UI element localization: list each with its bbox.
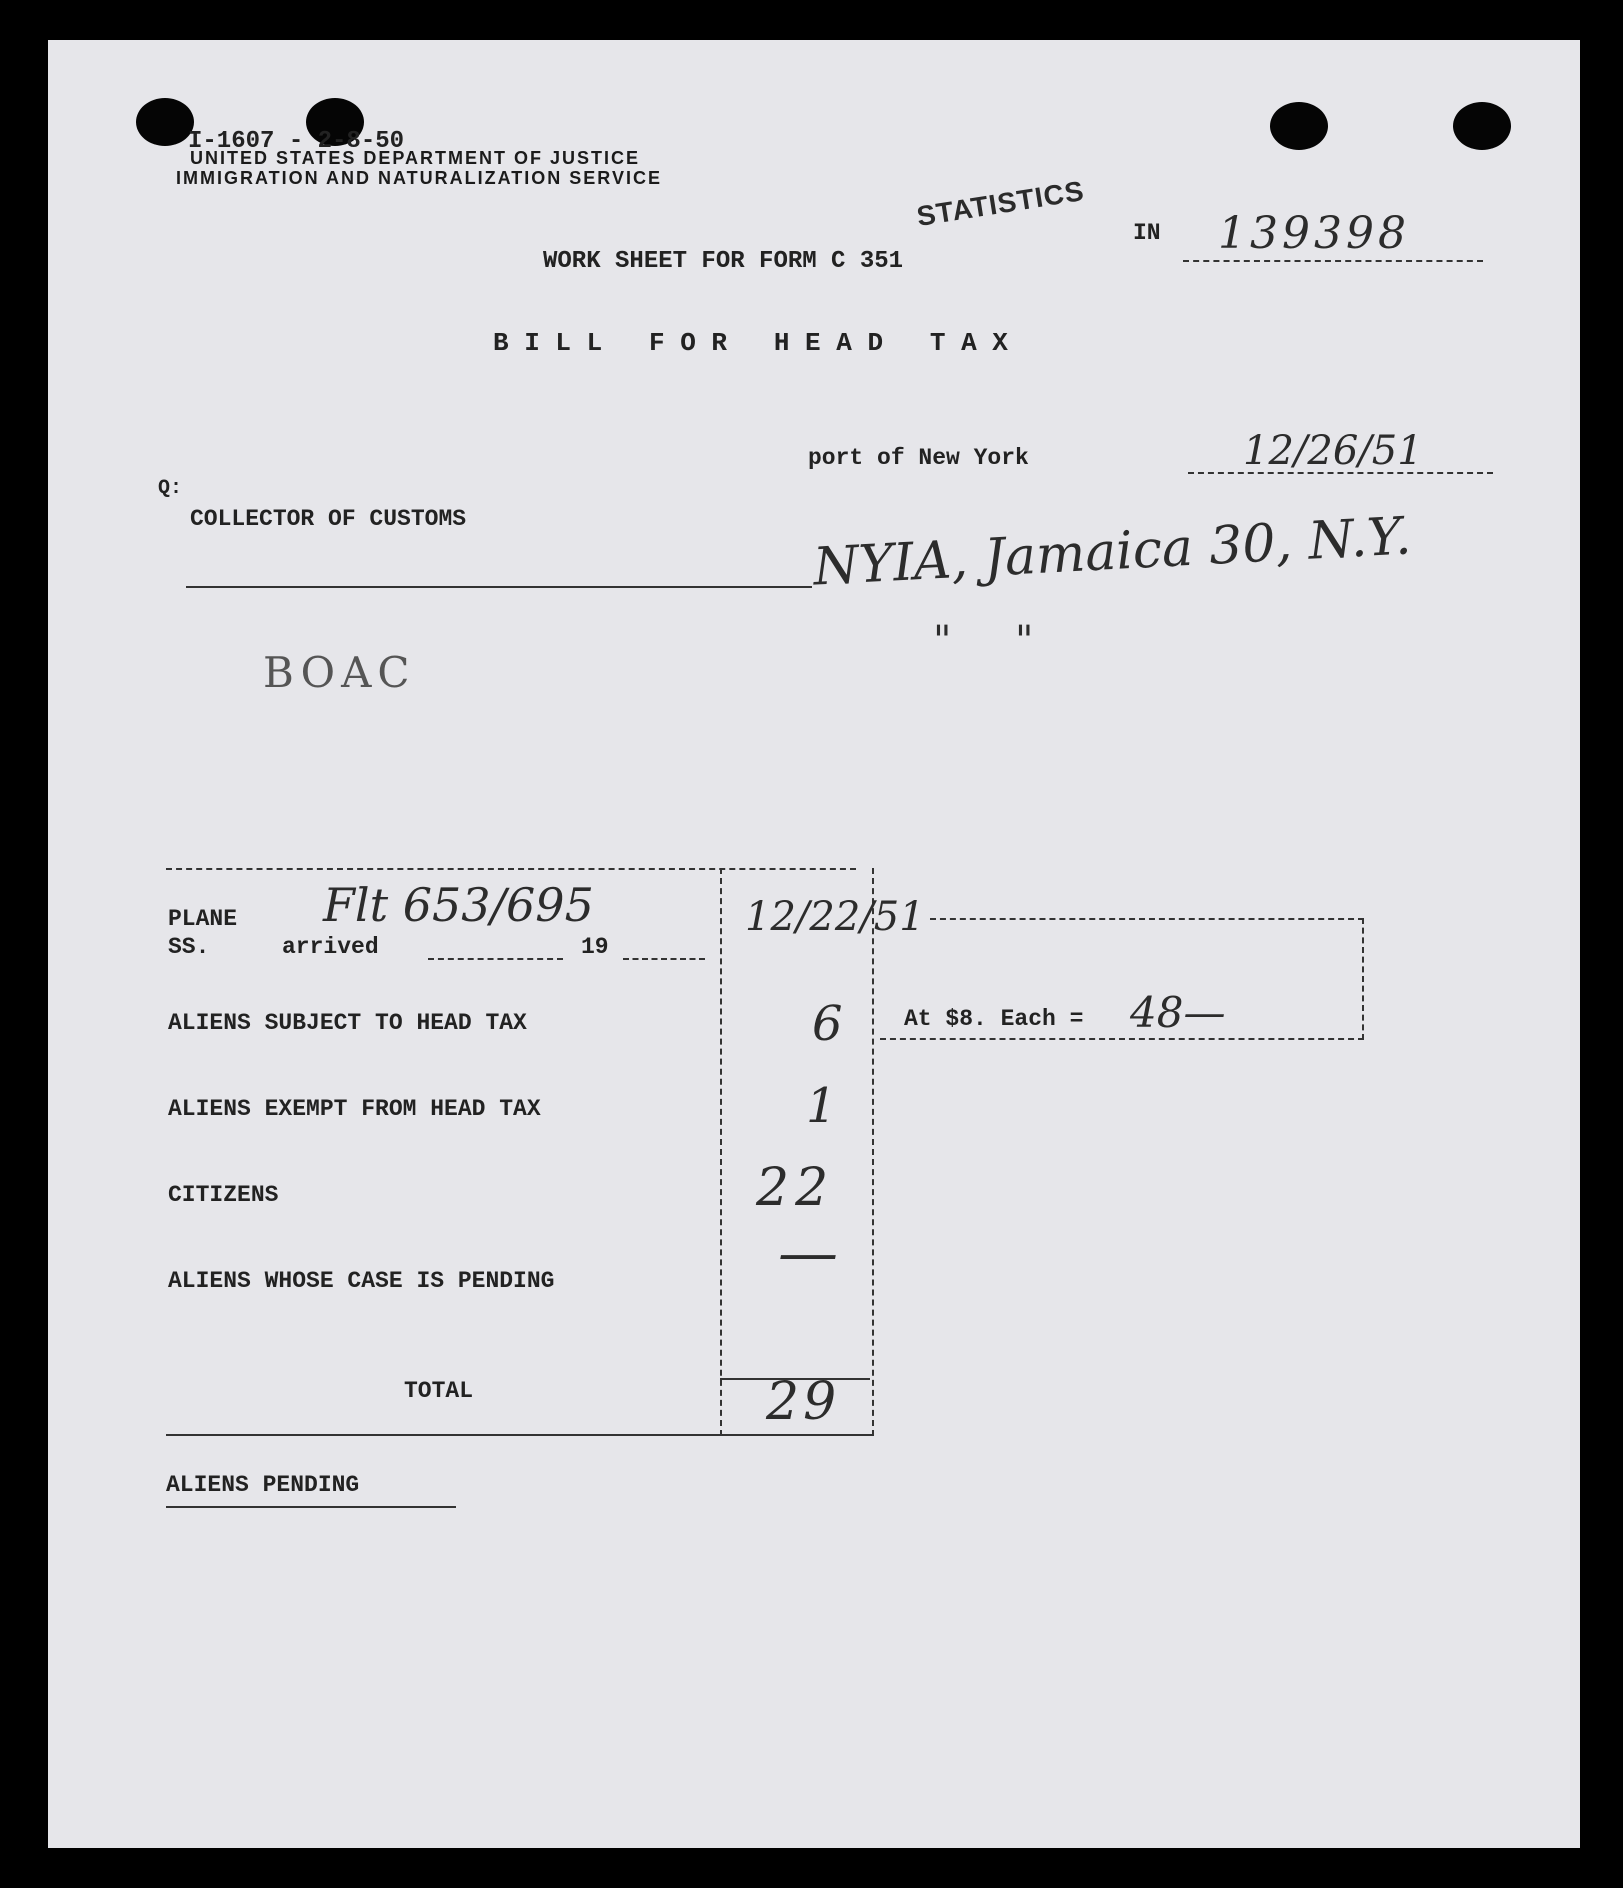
table-divider-right — [872, 868, 874, 1436]
row-value-subject: 6 — [812, 996, 843, 1052]
form-code: I-1607 - 2-8-50 — [188, 128, 405, 155]
aliens-pending-line — [166, 1506, 456, 1508]
in-number: 139398 — [1218, 208, 1410, 259]
row-label-citizens: CITIZENS — [168, 1182, 279, 1208]
ditto-marks: " " — [933, 618, 1034, 664]
in-label: IN — [1133, 220, 1161, 246]
row-value-citizens: 22 — [756, 1158, 835, 1218]
row-label-pending: ALIENS WHOSE CASE IS PENDING — [168, 1268, 555, 1294]
punch-hole-3 — [1270, 102, 1328, 150]
table-top-line — [166, 868, 856, 870]
port-location: NYIA, Jamaica 30, N.Y. — [811, 506, 1413, 598]
table-bottom-line — [166, 1434, 872, 1436]
row-label-exempt: ALIENS EXEMPT FROM HEAD TAX — [168, 1096, 541, 1122]
row-value-pending: — — [778, 1218, 838, 1288]
department-name: UNITED STATES DEPARTMENT OF JUSTICE — [190, 148, 641, 168]
arrived-date-line — [428, 958, 563, 960]
flight-number: Flt 653/695 — [323, 878, 594, 932]
punch-hole-4 — [1453, 102, 1511, 150]
service-name: IMMIGRATION AND NATURALIZATION SERVICE — [176, 168, 662, 188]
year-label: 19 — [581, 934, 609, 960]
rate-amount: 48— — [1130, 988, 1226, 1037]
to-label: Q: — [158, 477, 183, 500]
in-number-line — [1183, 260, 1483, 262]
document-page — [48, 40, 1580, 1848]
worksheet-title: WORK SHEET FOR FORM C 351 — [543, 248, 904, 275]
collector-line — [186, 586, 812, 588]
bill-date: 12/26/51 — [1243, 428, 1423, 474]
port-label: port of New York — [808, 445, 1029, 471]
collector-label: COLLECTOR OF CUSTOMS — [190, 506, 467, 532]
aliens-pending-label: ALIENS PENDING — [166, 1472, 360, 1498]
bill-title: B I L L F O R H E A D T A X — [493, 328, 1008, 358]
carrier-name: BOAC — [263, 648, 416, 697]
row-label-subject: ALIENS SUBJECT TO HEAD TAX — [168, 1010, 527, 1036]
rate-box-right — [1362, 918, 1364, 1040]
rate-text: At $8. Each = — [904, 1006, 1084, 1032]
rate-box-top — [930, 918, 1364, 920]
arrival-date: 12/22/51 — [745, 894, 925, 940]
rate-box-bottom — [880, 1038, 1364, 1040]
table-divider-left — [720, 868, 722, 1436]
punch-hole-1 — [136, 98, 194, 146]
date-line — [1188, 472, 1493, 474]
arrived-label: arrived — [282, 934, 379, 960]
plane-label: PLANE — [168, 906, 238, 932]
year-line — [623, 958, 705, 960]
total-label: TOTAL — [404, 1378, 474, 1404]
statistics-stamp: STATISTICS — [914, 174, 1087, 233]
row-value-exempt: 1 — [806, 1078, 837, 1134]
ss-label: SS. — [168, 934, 210, 960]
total-value: 29 — [766, 1372, 841, 1432]
